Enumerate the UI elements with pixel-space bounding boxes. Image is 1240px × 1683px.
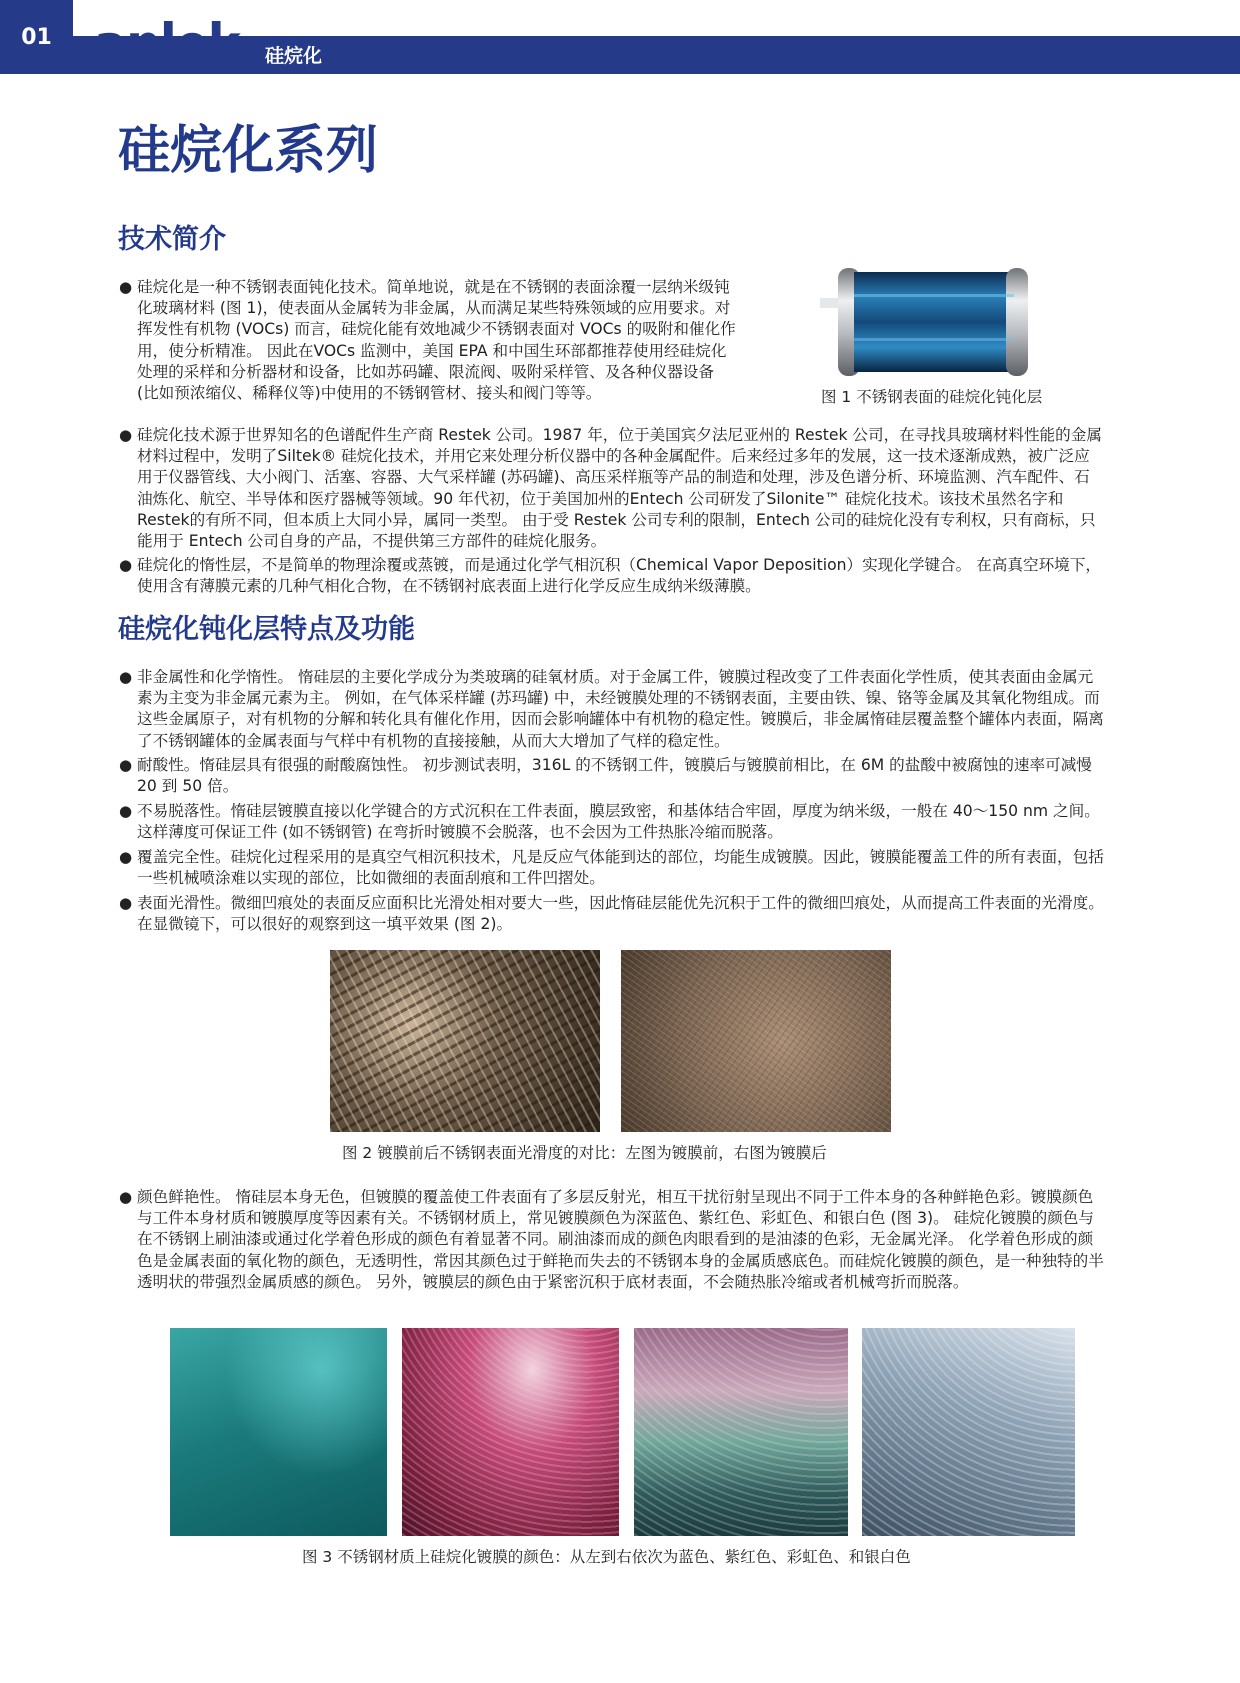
swatch-purple-red [402,1328,619,1536]
paragraph-text: 覆盖完全性。硅烷化过程采用的是真空气相沉积技术，凡是反应气体能到达的部位，均能生成镀膜。因此，镀膜能覆盖工件的所有表面，包括一些机械喷涂难以实现的部位，比如微细的表面刮痕和工件凹摺处。 [137,848,1104,888]
intro-paragraph-3 [119,555,1105,597]
swatch-rainbow [634,1328,848,1536]
feature-nonmetal [119,667,1105,752]
section-heading-features: 硅烷化钝化层特点及功能 [118,614,415,645]
silanized-tube-illustration [820,264,1060,382]
paragraph-text: 硅烷化的惰性层，不是简单的物理涂覆或蒸镀，而是通过化学气相沉积（Chemical Vapor Deposition）实现化学键合。 在高真空环境下，使用含有薄膜元素的几种气相化合物，在不锈钢衬底表面上进行化学反应生成纳米级薄膜。 [137,556,1101,596]
bullet-icon: ● [119,894,133,912]
bullet-icon: ● [119,802,133,820]
bullet-icon: ● [119,556,133,574]
bullet-icon: ● [119,426,133,444]
section-heading-intro: 技术简介 [118,224,226,255]
feature-coverage [119,847,1105,889]
paragraph-text: 硅烷化是一种不锈钢表面钝化技术。简单地说，就是在不锈钢的表面涂覆一层纳米级钝化玻璃材料 (图 1)，使表面从金属转为非金属，从而满足某些特殊领域的应用要求。对挥发性有机物 (VOCs) 而言，硅烷化能有效地减少不锈钢表面对 VOCs 的吸附和催化作用，使分析精准。 因此在VOCs 监测中，美国 EPA 和中国生环部都推荐使用经硅烷化处理的采样和分析器材和设备，比如苏码罐、限流阀、吸附采样管、及各种仪器设备 (比如预浓缩仪、稀释仪等)中使用的不锈钢管材、接头和阀门等等。 [137,278,736,403]
header-tab-cutout [248,0,472,36]
paragraph-text: 不易脱落性。惰硅层镀膜直接以化学键合的方式沉积在工件表面，膜层致密，和基体结合牢固，厚度为纳米级，一般在 40～150 nm 之间。这样薄度可保证工件 (如不锈钢管) 在弯折时镀膜不会脱落，也不会因为工件热胀冷缩而脱落。 [137,802,1100,842]
figure-3-caption: 图 3 不锈钢材质上硅烷化镀膜的颜色：从左到右依次为蓝色、紫红色、彩虹色、和银白色 [302,1548,911,1566]
swatch-silver-white [862,1328,1075,1536]
intro-paragraph-2 [119,425,1105,552]
brand-logo: anlok [94,11,240,79]
intro-paragraph-1 [119,277,740,404]
bullet-icon: ● [119,756,133,774]
page-number: 01 [0,0,73,74]
figure-1-caption: 图 1 不锈钢表面的硅烷化钝化层 [821,388,1043,406]
swatch-blue [170,1328,387,1536]
feature-color [119,1187,1105,1293]
section-name: 硅烷化 [265,45,323,67]
figure-1-image [820,264,1060,382]
paragraph-text: 非金属性和化学惰性。 惰硅层的主要化学成分为类玻璃的硅氧材质。对于金属工件，镀膜过程改变了工件表面化学性质，使其表面由金属元素为主变为非金属元素为主。 例如，在气体采样罐 (苏玛罐) 中，未经镀膜处理的不锈钢表面，主要由铁、镍、铬等金属及其氧化物组成。而这些金属原子，对有机物的分解和转化具有催化作用，因而会影响罐体中有机物的稳定性。镀膜后，非金属惰硅层覆盖整个罐体内表面，隔离了不锈钢罐体的金属表面与气样中有机物的直接接触，从而大大增加了气样的稳定性。 [137,668,1104,750]
micrograph-before-coating [330,950,600,1132]
page-title: 硅烷化系列 [118,121,379,181]
feature-smoothness [119,893,1105,935]
bullet-icon: ● [119,848,133,866]
feature-acid-resistance [119,755,1105,797]
paragraph-text: 颜色鲜艳性。 惰硅层本身无色，但镀膜的覆盖使工件表面有了多层反射光，相互干扰衍射呈现出不同于工件本身的各种鲜艳色彩。镀膜颜色与工件本身材质和镀膜厚度等因素有关。不锈钢材质上，常见镀膜颜色为深蓝色、紫红色、彩虹色、和银白色 (图 3)。 硅烷化镀膜的颜色与在不锈钢上刷油漆或通过化学着色形成的颜色有着显著不同。刷油漆而成的颜色肉眼看到的是油漆的色彩，无金属光泽。 化学着色形成的颜色是金属表面的氧化物的颜色，无透明性，常因其颜色过于鲜艳而失去的不锈钢本身的金属质感底色。而硅烷化镀膜的颜色，是一种独特的半透明状的带强烈金属质感的颜色。 另外，镀膜层的颜色由于紧密沉积于底材表面，不会随热胀冷缩或者机械弯折而脱落。 [137,1188,1104,1291]
bullet-icon: ● [119,1188,133,1206]
micrograph-after-coating [621,950,891,1132]
paragraph-text: 硅烷化技术源于世界知名的色谱配件生产商 Restek 公司。1987 年，位于美国宾夕法尼亚州的 Restek 公司，在寻找具玻璃材料性能的金属材料过程中，发明了Siltek® 硅烷化技术，并用它来处理分析仪器中的各种金属配件。后来经过多年的发展，这一技术逐渐成熟，被广泛应用于仪器管线、大小阀门、活塞、容器、大气采样罐 (苏码罐)、高压采样瓶等产品的制造和处理，涉及色谱分析、环境监测、汽车配件、石油炼化、航空、半导体和医疗器械等领域。90 年代初，位于美国加州的Entech 公司研发了Silonite™ 硅烷化技术。该技术虽然名字和Restek的有所不同，但本质上大同小异，属同一类型。 由于受 Restek 公司专利的限制，Entech 公司的硅烷化没有专利权，只有商标，只能用于 Entech 公司自身的产品，不提供第三方部件的硅烷化服务。 [137,426,1102,551]
figure-2-caption: 图 2 镀膜前后不锈钢表面光滑度的对比：左图为镀膜前，右图为镀膜后 [342,1144,827,1162]
header-tab-slant [448,0,472,36]
paragraph-text: 耐酸性。惰硅层具有很强的耐酸腐蚀性。 初步测试表明，316L 的不锈钢工件，镀膜后与镀膜前相比，在 6M 的盐酸中被腐蚀的速率可减慢 20 到 50 倍。 [137,756,1092,796]
paragraph-text: 表面光滑性。微细凹痕处的表面反应面积比光滑处相对要大一些，因此惰硅层能优先沉积于工件的微细凹痕处，从而提高工件表面的光滑度。在显微镜下，可以很好的观察到这一填平效果 (图 2)。 [137,894,1104,934]
feature-adhesion [119,801,1105,843]
bullet-icon: ● [119,668,133,686]
bullet-icon: ● [119,278,133,296]
